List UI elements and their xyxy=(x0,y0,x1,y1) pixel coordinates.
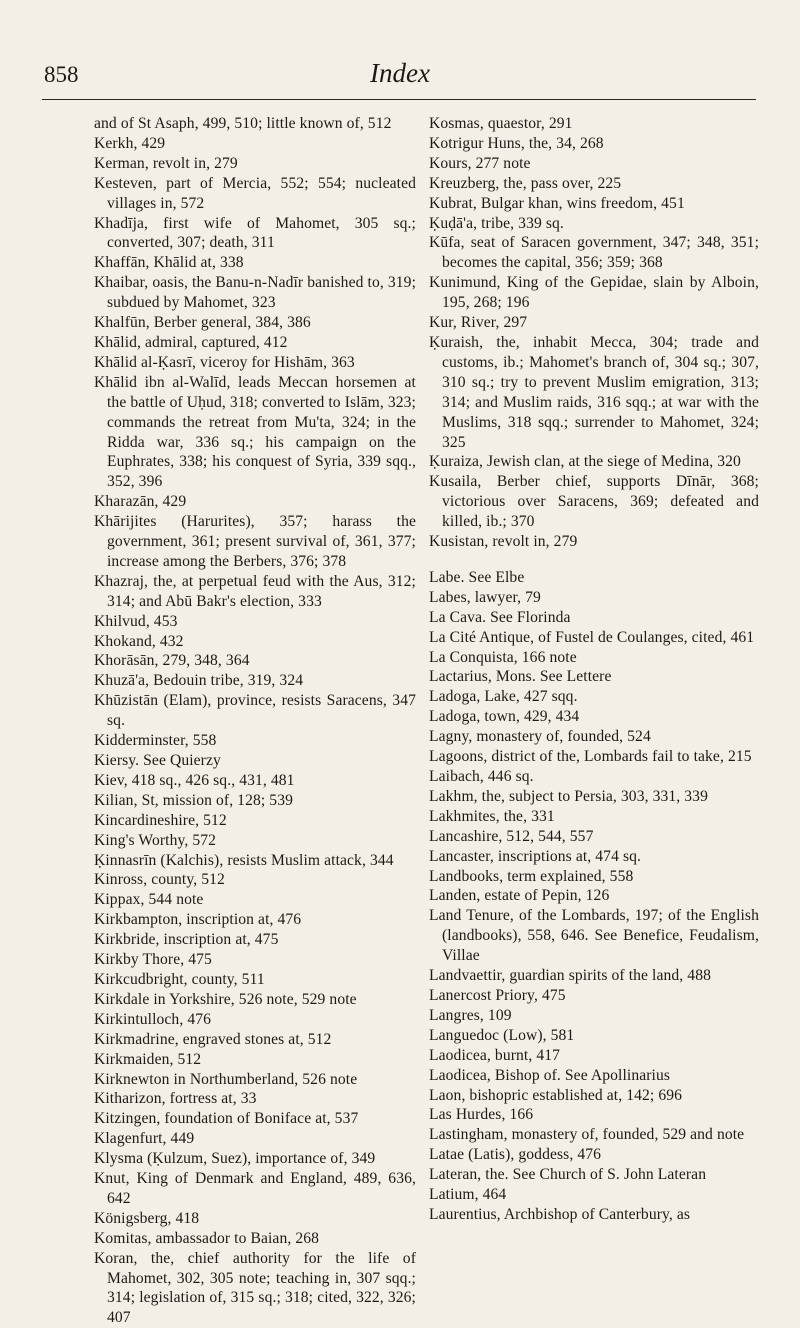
index-entry: Klysma (Ḳulzum, Suez), importance of, 349 xyxy=(94,1150,376,1168)
index-entry: Laodicea, burnt, 417 xyxy=(429,1046,561,1064)
index-entry: Kirkmaiden, 512 xyxy=(94,1050,202,1068)
index-entry: Kharazān, 429 xyxy=(94,493,187,511)
index-entry: Kerman, revolt in, 279 xyxy=(94,154,238,172)
index-entry: Komitas, ambassador to Baian, 268 xyxy=(94,1229,320,1247)
index-entry: Landbooks, term explained, 558 xyxy=(429,867,634,885)
index-entry: Kilian, St, mission of, 128; 539 xyxy=(94,791,293,809)
index-entry: Latae (Latis), goddess, 476 xyxy=(429,1146,602,1164)
index-entry: Kirkmadrine, engraved stones at, 512 xyxy=(94,1030,332,1048)
index-entry: Khilvud, 453 xyxy=(94,612,178,630)
index-entry: Lakhm, the, subject to Persia, 303, 331, 339 xyxy=(429,787,708,805)
index-entry: Lakhmites, the, 331 xyxy=(429,807,555,825)
index-entry: Land Tenure, of the Lombards, 197; of the English (landbooks), 558, 646. See Benefice, Feudalism, Villae xyxy=(429,907,759,965)
index-entry: Kusistan, revolt in, 279 xyxy=(429,533,578,551)
index-entry: Langres, 109 xyxy=(429,1006,512,1024)
index-entry: Laibach, 446 sq. xyxy=(429,768,534,785)
index-entry: Lanercost Priory, 475 xyxy=(429,986,566,1004)
index-entry: Khorāsān, 279, 348, 364 xyxy=(94,652,250,670)
index-entry: Khālid, admiral, captured, 412 xyxy=(94,333,288,351)
index-entry: Kerkh, 429 xyxy=(94,134,166,152)
index-entry: Ḳuraiza, Jewish clan, at the siege of Medina, 320 xyxy=(429,453,741,471)
index-entry: Kirkdale in Yorkshire, 526 note, 529 note xyxy=(94,990,357,1008)
index-entry: Kirkby Thore, 475 xyxy=(94,951,212,969)
index-entry: Kirkintulloch, 476 xyxy=(94,1010,212,1028)
index-entry: Kubrat, Bulgar khan, wins freedom, 451 xyxy=(429,194,685,212)
index-entry: Khālid ibn al-Walīd, leads Meccan horsemen at the battle of Uḥud, 318; converted to Islām, 323; commands the retreat from Mu'ta, 324; in the Ridda war, 336 sq.; his campaign on the Euphrates, 338; his conquest of Syria, 339 sqq., 352, 396 xyxy=(94,373,416,491)
index-entry: Ladoga, town, 429, 434 xyxy=(429,708,580,726)
index-entry: Kur, River, 297 xyxy=(429,314,528,332)
index-entry: Ḳuḍā'a, tribe, 339 sq. xyxy=(429,214,564,232)
index-entry: Kūfa, seat of Saracen government, 347; 348, 351; becomes the capital, 356; 359; 368 xyxy=(429,234,759,272)
index-entry: Khokand, 432 xyxy=(94,632,184,650)
index-entry: Kreuzberg, the, pass over, 225 xyxy=(429,174,622,192)
index-entry: Laodicea, Bishop of. See Apollinarius xyxy=(429,1066,671,1084)
index-entry: Kosmas, quaestor, 291 xyxy=(429,115,573,132)
index-entry: Khuzā'a, Bedouin tribe, 319, 324 xyxy=(94,672,304,690)
index-entry: Lagoons, district of the, Lombards fail to take, 215 xyxy=(429,748,752,766)
index-column-left xyxy=(94,114,416,1328)
index-entry: Latium, 464 xyxy=(429,1186,507,1204)
index-entry: Kitharizon, fortress at, 33 xyxy=(94,1090,257,1108)
index-entry: Ḳuraish, the, inhabit Mecca, 304; trade and customs, ib.; Mahomet's branch of, 304 sq.; 307, 310 sq.; try to prevent Muslim emigration, 313; 314; and Muslim raids, 316 sqq.; at war with the Muslims, 318 sqq.; surrender to Mahomet, 324; 325 xyxy=(429,333,759,451)
index-entry: Kippax, 544 note xyxy=(94,891,204,909)
index-entry: Laurentius, Archbishop of Canterbury, as xyxy=(429,1205,691,1223)
index-entry: Kitzingen, foundation of Boniface at, 537 xyxy=(94,1110,359,1128)
index-entry: King's Worthy, 572 xyxy=(94,831,217,849)
index-entry: Kidderminster, 558 xyxy=(94,732,217,750)
index-entry: La Cava. See Florinda xyxy=(429,608,571,626)
index-entry: Kours, 277 note xyxy=(429,154,531,172)
index-entry: Ḳinnasrīn (Kalchis), resists Muslim attack, 344 xyxy=(94,851,394,869)
index-entry: Ladoga, Lake, 427 sqq. xyxy=(429,688,578,706)
running-title: Index xyxy=(370,58,430,88)
index-entry: Khūzistān (Elam), province, resists Saracens, 347 sq. xyxy=(94,692,416,730)
index-entry: and of St Asaph, 499, 510; little known of, 512 xyxy=(94,115,392,132)
index-entry: Lancaster, inscriptions at, 474 sq. xyxy=(429,847,642,865)
index-entry: Kunimund, King of the Gepidae, slain by Alboin, 195, 268; 196 xyxy=(429,274,759,312)
index-entry: Lagny, monastery of, founded, 524 xyxy=(429,728,651,746)
index-entry: Lactarius, Mons. See Lettere xyxy=(429,668,612,686)
index-entry: Kiev, 418 sq., 426 sq., 431, 481 xyxy=(94,771,295,789)
index-entry: Klagenfurt, 449 xyxy=(94,1130,195,1148)
index-entry: La Cité Antique, of Fustel de Coulanges, cited, 461 xyxy=(429,628,755,646)
index-entry: Labe. See Elbe xyxy=(429,568,525,586)
index-entry: Kusaila, Berber chief, supports Dīnār, 368; victorious over Saracens, 369; defeated and killed, ib.; 370 xyxy=(429,473,759,531)
header-rule xyxy=(42,99,756,100)
index-entry: Laon, bishopric established at, 142; 696 xyxy=(429,1086,683,1104)
index-entry: Knut, King of Denmark and England, 489, 636, 642 xyxy=(94,1170,416,1207)
index-entry: Khazraj, the, at perpetual feud with the Aus, 312; 314; and Abū Bakr's election, 333 xyxy=(94,572,416,610)
index-entry: Kincardineshire, 512 xyxy=(94,811,227,829)
index-entry: Khālid al-Ḳasrī, viceroy for Hishām, 363 xyxy=(94,353,355,371)
index-entry: Kesteven, part of Mercia, 552; 554; nucleated villages in, 572 xyxy=(94,174,416,212)
index-entry: Khaffān, Khālid at, 338 xyxy=(94,254,244,272)
index-entry: Königsberg, 418 xyxy=(94,1209,200,1227)
index-entry: Landvaettir, guardian spirits of the land, 488 xyxy=(429,967,711,985)
index-entry: Lastingham, monastery of, founded, 529 and note xyxy=(429,1126,745,1144)
page-number: 858 xyxy=(44,62,79,87)
index-entry: Khaibar, oasis, the Banu-n-Nadīr banished to, 319; subdued by Mahomet, 323 xyxy=(94,274,416,312)
index-entry: La Conquista, 166 note xyxy=(429,648,577,666)
index-entry: Kirkbride, inscription at, 475 xyxy=(94,931,279,949)
index-entry: Labes, lawyer, 79 xyxy=(429,588,541,606)
index-column-right xyxy=(429,114,759,1225)
index-entry: Lateran, the. See Church of S. John Lateran xyxy=(429,1166,707,1184)
index-entry: Khārijites (Harurites), 357; harass the government, 361; present survival of, 361, 377; increase among the Berbers, 376; 378 xyxy=(94,513,416,570)
index-entry: Kirknewton in Northumberland, 526 note xyxy=(94,1070,358,1088)
index-entry: Kirkcudbright, county, 511 xyxy=(94,970,265,988)
index-entry: Lancashire, 512, 544, 557 xyxy=(429,827,594,845)
index-entry: Koran, the, chief authority for the life of Mahomet, 302, 305 note; teaching in, 307 sqq.; 314; legislation of, 315 sq.; 318; cited, 322, 326; 407 xyxy=(94,1249,416,1327)
index-entry: Kiersy. See Quierzy xyxy=(94,752,221,769)
index-entry: Khadīja, first wife of Mahomet, 305 sq.; converted, 307; death, 311 xyxy=(94,214,416,252)
index-entry: Landen, estate of Pepin, 126 xyxy=(429,887,610,905)
index-entry: Kirkbampton, inscription at, 476 xyxy=(94,911,302,929)
index-entry: Khalfūn, Berber general, 384, 386 xyxy=(94,314,311,332)
index-entry: Kotrigur Huns, the, 34, 268 xyxy=(429,134,604,152)
index-entry: Las Hurdes, 166 xyxy=(429,1106,534,1124)
index-entry: Kinross, county, 512 xyxy=(94,871,225,889)
index-entry: Languedoc (Low), 581 xyxy=(429,1026,575,1044)
